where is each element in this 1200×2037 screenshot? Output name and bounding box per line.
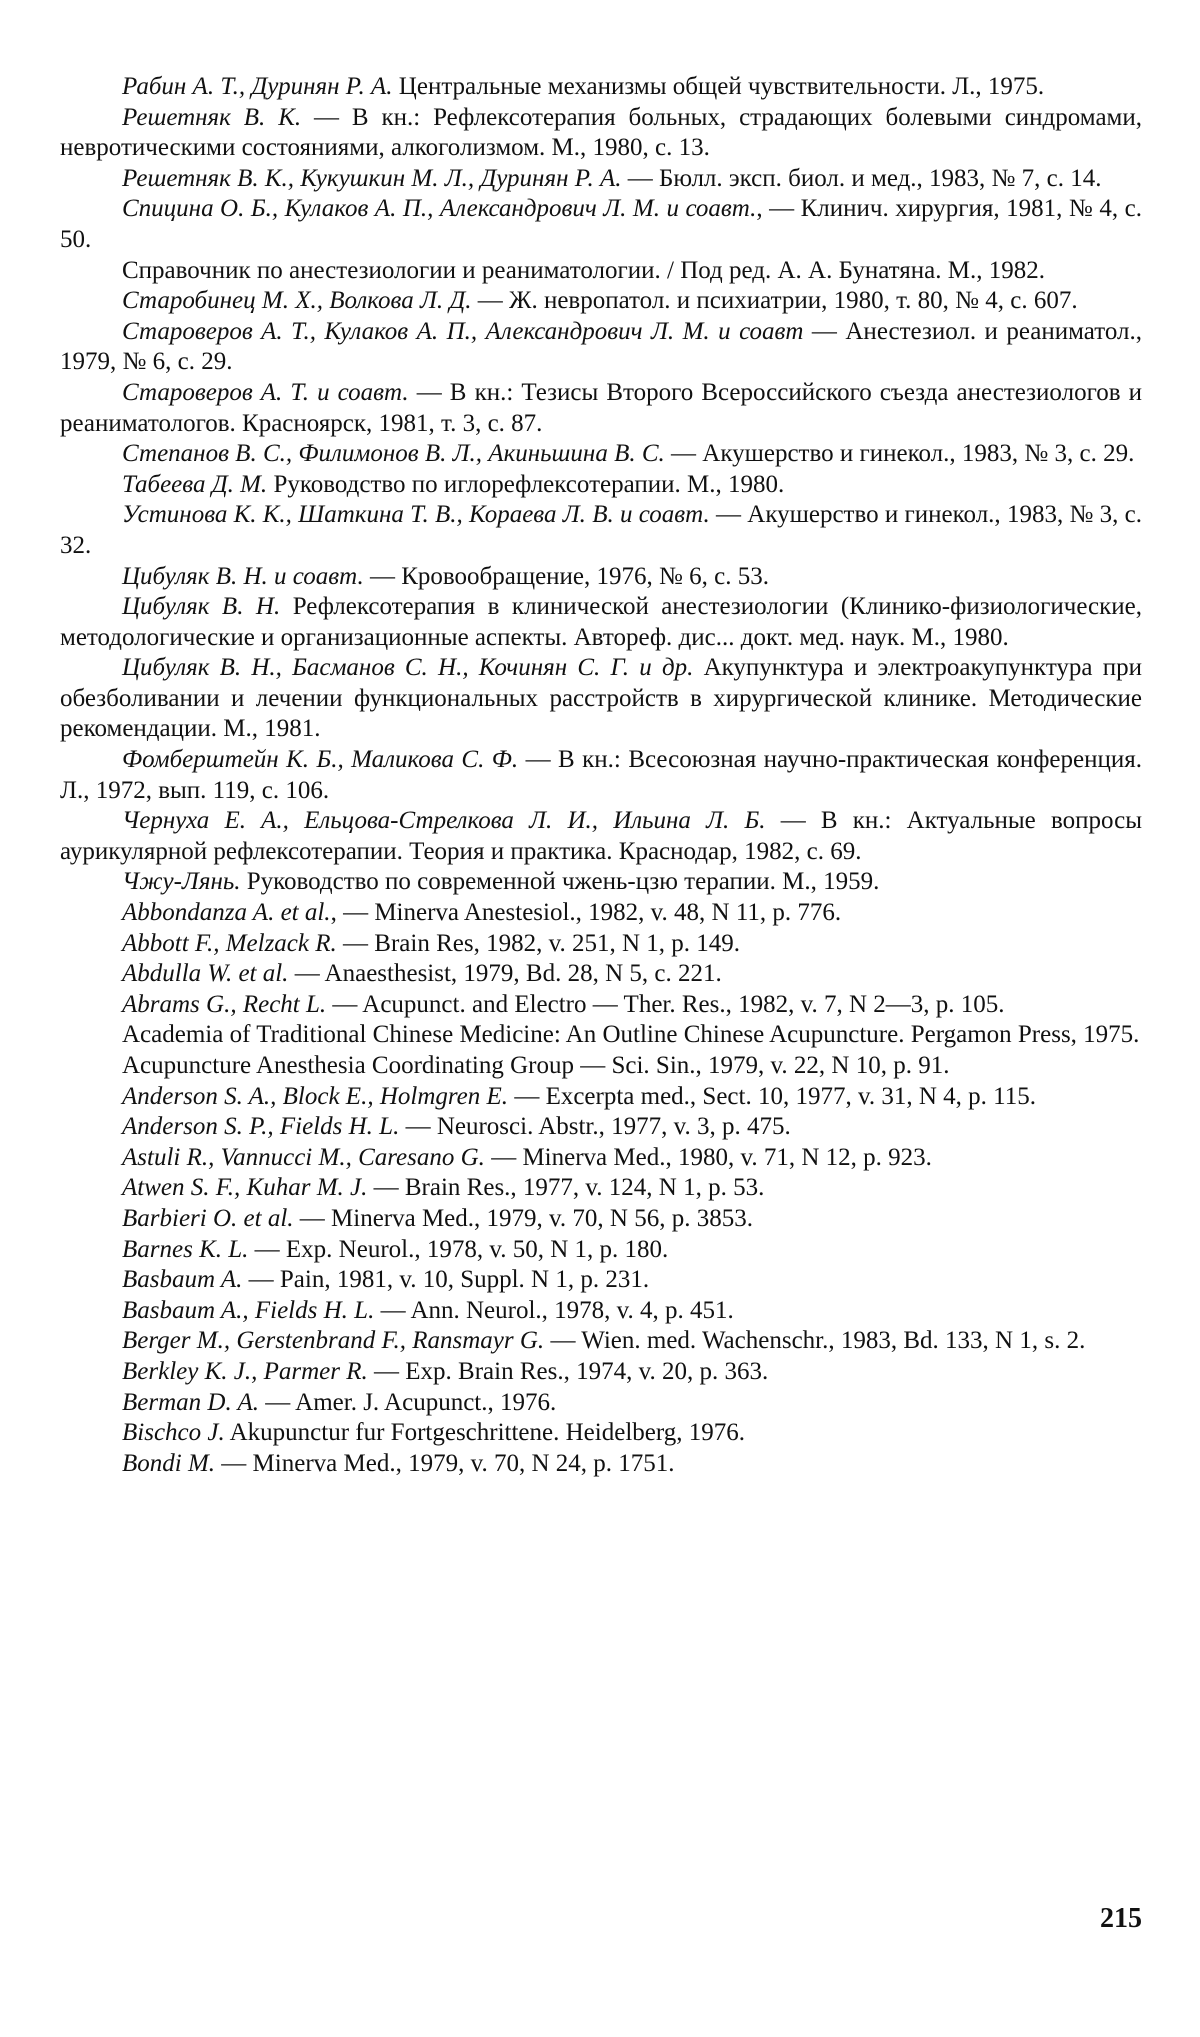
reference-text: — В кн.: Рефлексотерапия больных, страдающих болевыми синдромами, невротическими состояниями, алкоголизмом. М., 1980, с. 13.: [60, 104, 1142, 162]
reference-entry: [60, 806, 1142, 867]
reference-entry: [60, 1082, 1142, 1113]
reference-authors: Abbott F., Melzack R.: [122, 930, 337, 957]
reference-text: — Кровообращение, 1976, № 6, с. 53.: [364, 563, 769, 590]
reference-text: — Wien. med. Wachenschr., 1983, Bd. 133, N 1, s. 2.: [544, 1327, 1085, 1354]
reference-authors: Фомберштейн К. Б., Маликова С. Ф.: [122, 746, 518, 773]
reference-authors: Старобинец М. Х., Волкова Л. Д.: [122, 287, 472, 314]
reference-entry: [60, 470, 1142, 501]
reference-entry: [60, 378, 1142, 439]
reference-authors: Berman D. A.: [122, 1389, 259, 1416]
reference-text: — Brain Res., 1977, v. 124, N 1, p. 53.: [367, 1174, 764, 1201]
reference-authors: Чжу-Лянь.: [122, 868, 240, 895]
reference-entry: [60, 1265, 1142, 1296]
page-number: 215: [1100, 1903, 1142, 1935]
reference-text: — Ann. Neurol., 1978, v. 4, p. 451.: [374, 1297, 733, 1324]
reference-text: — Ж. невропатол. и психиатрии, 1980, т. 80, № 4, с. 607.: [472, 287, 1078, 314]
reference-entry: [60, 103, 1142, 164]
reference-authors: Anderson S. A., Block E., Holmgren E.: [122, 1083, 508, 1110]
reference-text: — Acupunct. and Electro — Ther. Res., 1982, v. 7, N 2—3, p. 105.: [326, 991, 1004, 1018]
reference-text: Akupunctur fur Fortgeschrittene. Heidelberg, 1976.: [225, 1419, 745, 1446]
reference-text: — Minerva Med., 1979, v. 70, N 56, p. 3853.: [294, 1205, 753, 1232]
reference-text: — Exp. Neurol., 1978, v. 50, N 1, p. 180.: [248, 1236, 668, 1263]
reference-text: — В кн.: Всесоюзная научно-практическая конференция. Л., 1972, вып. 119, с. 106.: [60, 746, 1142, 804]
reference-text: Акупунктура и электроакупунктура при обезболивании и лечении функциональных расстройств в хирургической клинике. Методические рекомендации. М., 1981.: [60, 654, 1142, 742]
reference-authors: Табеева Д. М.: [122, 471, 267, 498]
reference-text: Рефлексотерапия в клинической анестезиологии (Клинико-физиологические, методологические и организационные аспекты. Автореф. дис... докт. мед. наук. М., 1980.: [60, 593, 1142, 651]
reference-text: — Neurosci. Abstr., 1977, v. 3, p. 475.: [399, 1113, 790, 1140]
reference-authors: Abbondanza A. et al.: [122, 899, 331, 926]
reference-text: — Excerpta med., Sect. 10, 1977, v. 31, N 4, p. 115.: [508, 1083, 1036, 1110]
reference-authors: Basbaum A.: [122, 1266, 242, 1293]
reference-entry: [60, 959, 1142, 990]
reference-entry: [60, 439, 1142, 470]
reference-authors: Рабин А. Т., Дуринян Р. А.: [122, 73, 393, 100]
reference-text: — Exp. Brain Res., 1974, v. 20, p. 363.: [368, 1358, 768, 1385]
reference-authors: Bondi M.: [122, 1450, 215, 1477]
reference-entry: [60, 194, 1142, 255]
reference-text: — Акушерство и гинекол., 1983, № 3, с. 32.: [60, 501, 1142, 559]
reference-authors: Решетняк В. К.: [122, 104, 301, 131]
reference-authors: Barnes K. L.: [122, 1236, 248, 1263]
reference-text: Руководство по современной чжень-цзю терапии. М., 1959.: [240, 868, 879, 895]
reference-entry: [60, 653, 1142, 745]
reference-entry: [60, 317, 1142, 378]
reference-entry: [60, 1204, 1142, 1235]
reference-list: [60, 72, 1142, 1479]
reference-entry: [60, 929, 1142, 960]
reference-text: — Brain Res, 1982, v. 251, N 1, p. 149.: [337, 930, 740, 957]
reference-entry: [60, 1326, 1142, 1357]
reference-entry: [60, 990, 1142, 1021]
reference-entry: [60, 562, 1142, 593]
reference-text: — Anaesthesist, 1979, Bd. 28, N 5, c. 221.: [288, 960, 721, 987]
reference-entry: [60, 72, 1142, 103]
reference-text: — Анестезиол. и реаниматол., 1979, № 6, с. 29.: [60, 318, 1142, 376]
reference-text: — Minerva Med., 1979, v. 70, N 24, p. 1751.: [215, 1450, 674, 1477]
reference-text: Центральные механизмы общей чувствительности. Л., 1975.: [393, 73, 1045, 100]
reference-entry: [60, 1051, 1142, 1082]
reference-entry: [60, 898, 1142, 929]
reference-authors: Степанов В. С., Филимонов В. Л., Акиньшина В. С.: [122, 440, 665, 467]
reference-text: Acupuncture Anesthesia Coordinating Group — Sci. Sin., 1979, v. 22, N 10, p. 91.: [122, 1052, 949, 1079]
reference-entry: [60, 256, 1142, 287]
reference-entry: [60, 1449, 1142, 1480]
reference-entry: [60, 1296, 1142, 1327]
reference-text: — В кн.: Актуальные вопросы аурикулярной рефлексотерапии. Теория и практика. Краснодар, 1982, с. 69.: [60, 807, 1142, 865]
reference-authors: Староверов А. Т. и соавт.: [122, 379, 409, 406]
reference-entry: [60, 1388, 1142, 1419]
reference-text: — Акушерство и гинекол., 1983, № 3, с. 29.: [665, 440, 1135, 467]
reference-authors: Спицина О. Б., Кулаков А. П., Александрович Л. М. и соавт.: [122, 195, 756, 222]
reference-text: , — Minerva Anestesiol., 1982, v. 48, N 11, p. 776.: [331, 899, 842, 926]
reference-entry: [60, 286, 1142, 317]
reference-entry: [60, 867, 1142, 898]
reference-authors: Atwen S. F., Kuhar M. J.: [122, 1174, 367, 1201]
reference-authors: Barbieri O. et al.: [122, 1205, 294, 1232]
reference-text: , — Клинич. хирургия, 1981, № 4, с. 50.: [60, 195, 1142, 253]
reference-authors: Bischco J.: [122, 1419, 225, 1446]
reference-text: — В кн.: Тезисы Второго Всероссийского съезда анестезиологов и реаниматологов. Красноярск, 1981, т. 3, с. 87.: [60, 379, 1142, 437]
reference-authors: Решетняк В. К., Кукушкин М. Л., Дуринян Р. А.: [122, 165, 622, 192]
reference-authors: Berkley K. J., Parmer R.: [122, 1358, 368, 1385]
reference-authors: Цибуляк В. Н., Басманов С. Н., Кочинян С. Г. и др.: [122, 654, 693, 681]
reference-authors: Basbaum A., Fields H. L.: [122, 1297, 374, 1324]
reference-authors: Цибуляк В. Н. и соавт.: [122, 563, 364, 590]
reference-text: Руководство по иглорефлексотерапии. М., 1980.: [267, 471, 784, 498]
reference-text: — Бюлл. эксп. биол. и мед., 1983, № 7, с. 14.: [622, 165, 1102, 192]
reference-text: Справочник по анестезиологии и реаниматологии. / Под ред. А. А. Бунатяна. М., 1982.: [122, 257, 1045, 284]
reference-text: Academia of Traditional Chinese Medicine: An Outline Chinese Acupuncture. Pergamon Press, 1975.: [122, 1021, 1139, 1048]
reference-authors: Староверов А. Т., Кулаков А. П., Александрович Л. М. и соавт: [122, 318, 803, 345]
reference-authors: Устинова К. К., Шаткина Т. В., Кораева Л. В. и соавт.: [122, 501, 710, 528]
reference-entry: [60, 1357, 1142, 1388]
reference-entry: [60, 1112, 1142, 1143]
reference-entry: [60, 745, 1142, 806]
reference-entry: [60, 164, 1142, 195]
reference-entry: [60, 1143, 1142, 1174]
reference-text: — Amer. J. Acupunct., 1976.: [259, 1389, 556, 1416]
reference-authors: Чернуха Е. А., Ельцова-Стрелкова Л. И., Ильина Л. Б.: [122, 807, 766, 834]
reference-text: — Pain, 1981, v. 10, Suppl. N 1, p. 231.: [242, 1266, 649, 1293]
reference-entry: [60, 1235, 1142, 1266]
reference-entry: [60, 1173, 1142, 1204]
reference-authors: Цибуляк В. Н.: [122, 593, 280, 620]
reference-authors: Abrams G., Recht L.: [122, 991, 326, 1018]
reference-authors: Abdulla W. et al.: [122, 960, 288, 987]
reference-authors: Berger M., Gerstenbrand F., Ransmayr G.: [122, 1327, 544, 1354]
reference-text: — Minerva Med., 1980, v. 71, N 12, p. 923.: [485, 1144, 932, 1171]
reference-entry: [60, 592, 1142, 653]
reference-authors: Anderson S. P., Fields H. L.: [122, 1113, 399, 1140]
reference-entry: [60, 1418, 1142, 1449]
reference-authors: Astuli R., Vannucci M., Caresano G.: [122, 1144, 485, 1171]
reference-entry: [60, 1020, 1142, 1051]
reference-entry: [60, 500, 1142, 561]
